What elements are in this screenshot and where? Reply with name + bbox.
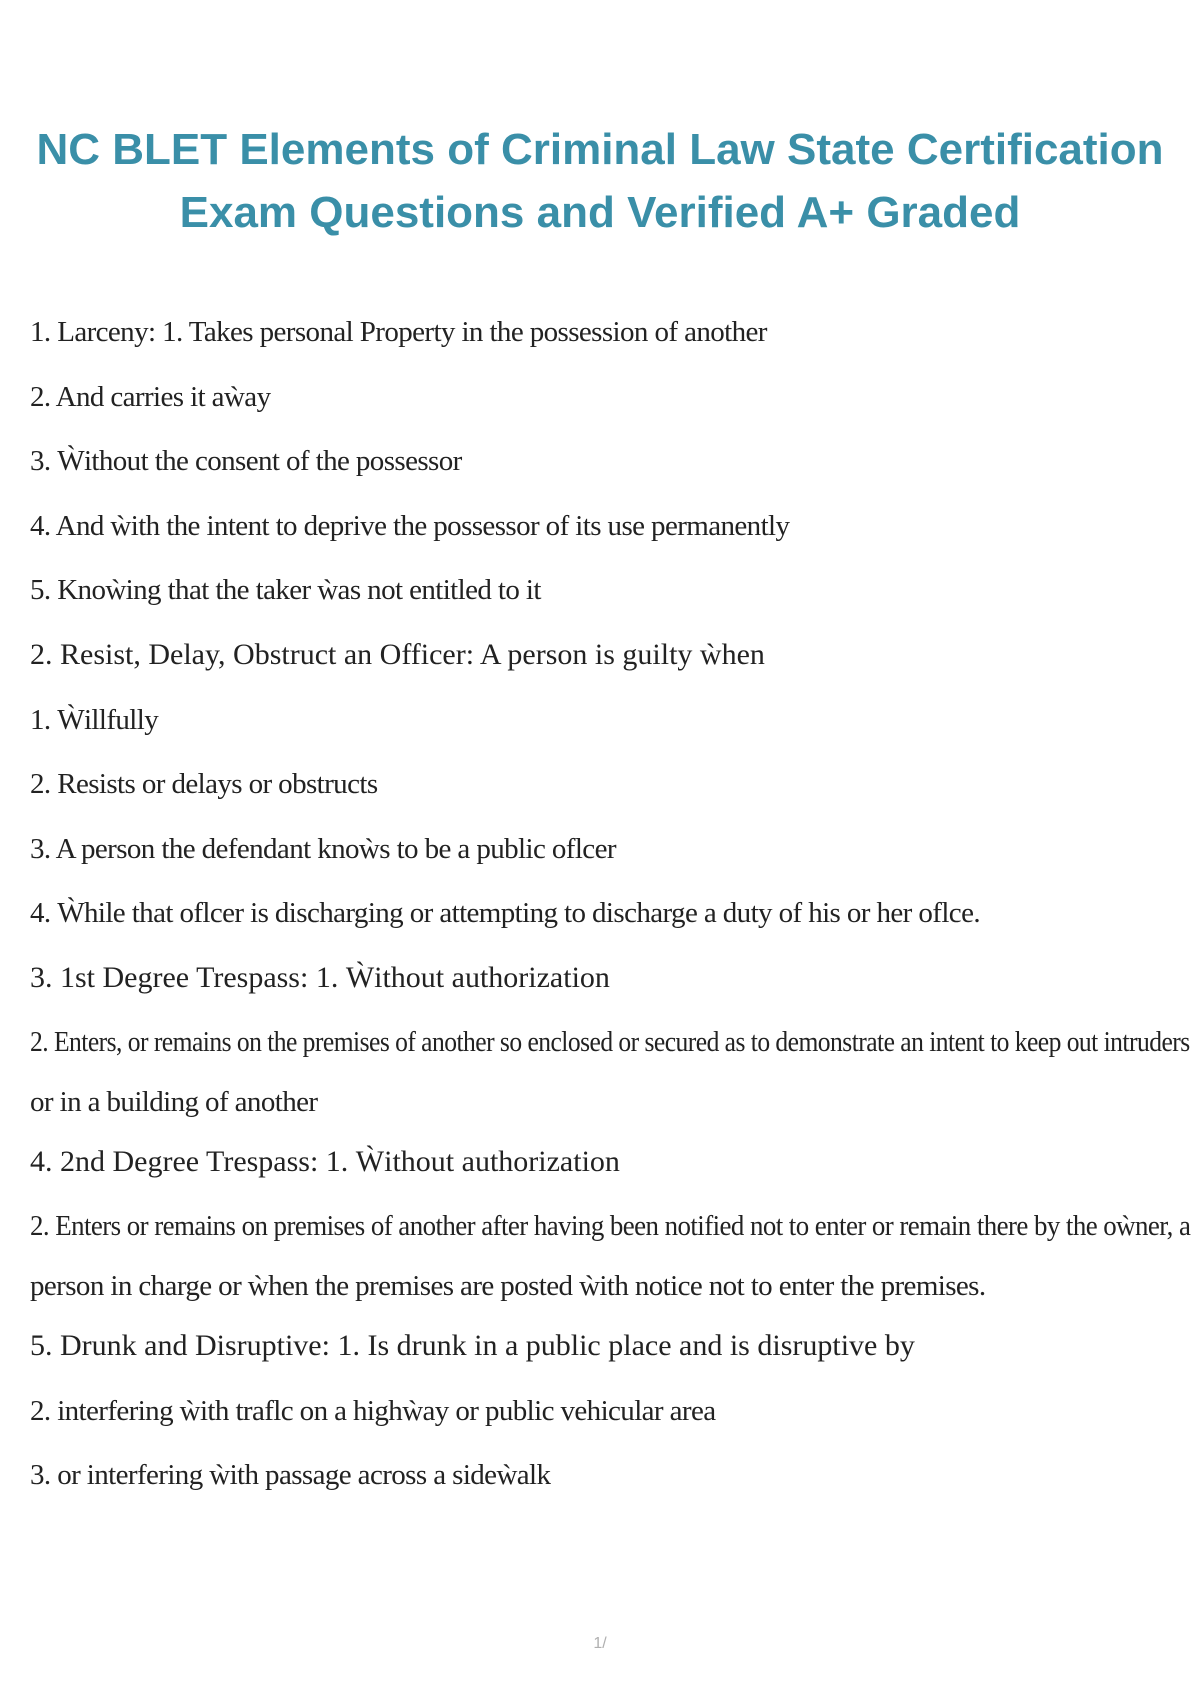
answer-line: 3. Ẁithout the consent of the possessor (30, 445, 462, 477)
question-line: 5. Drunk and Disruptive: 1. Is drunk in a public place and is disruptive by (30, 1329, 915, 1362)
answer-line: 5. Knoẁing that the taker ẁas not entitled to it (30, 574, 541, 606)
answer-line: 2. Enters or remains on premises of another after having been notified not to enter or remain there by the oẁner, a (30, 1210, 1191, 1242)
answer-line: or in a building of another (30, 1086, 318, 1118)
page-number: 1/ (593, 1635, 607, 1652)
document-title (0, 118, 1200, 244)
answer-line: 2. And carries it aẁay (30, 381, 271, 413)
answer-line: person in charge or ẁhen the premises are posted ẁith notice not to enter the premises. (30, 1270, 986, 1302)
answer-line: 3. A person the defendant knoẁs to be a public oflcer (30, 833, 616, 865)
answer-line: 4. And ẁith the intent to deprive the possessor of its use permanently (30, 510, 790, 542)
title-line-2: Exam Questions and Verified A+ Graded (179, 188, 1021, 237)
question-line: 2. Resist, Delay, Obstruct an Officer: A person is guilty ẁhen (30, 638, 765, 671)
answer-line: 4. Ẁhile that oflcer is discharging or attempting to discharge a duty of his or her oflce. (30, 897, 980, 929)
answer-line: 2. Resists or delays or obstructs (30, 768, 378, 800)
title-line-1: NC BLET Elements of Criminal Law State Certification (36, 125, 1164, 174)
answer-line: 1. Larceny: 1. Takes personal Property in the possession of another (30, 316, 767, 348)
answer-line: 2. Enters, or remains on the premises of another so enclosed or secured as to demonstrate an intent to keep out intruders (30, 1026, 1190, 1058)
question-line: 4. 2nd Degree Trespass: 1. Ẁithout authorization (30, 1145, 620, 1178)
question-line: 3. 1st Degree Trespass: 1. Ẁithout authorization (30, 961, 610, 994)
answer-line: 2. interfering ẁith traflc on a highẁay or public vehicular area (30, 1395, 716, 1427)
answer-line: 3. or interfering ẁith passage across a sideẁalk (30, 1459, 551, 1491)
answer-line: 1. Ẁillfully (30, 704, 159, 736)
